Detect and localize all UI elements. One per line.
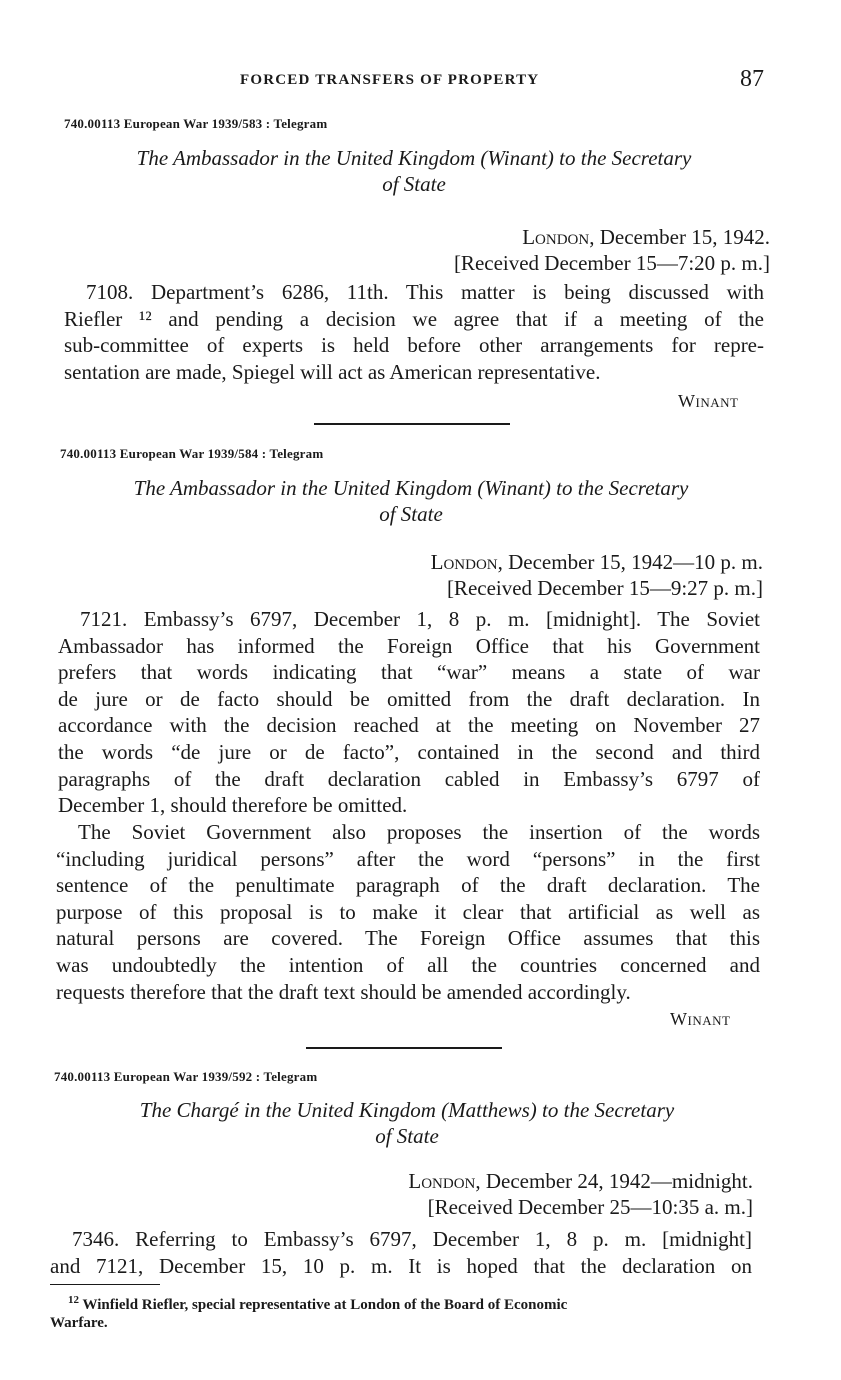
- heading-line: of State: [379, 502, 443, 526]
- signature: Winant: [670, 1009, 731, 1029]
- text-line: accordance with the decision reached at the meeting on November 27: [58, 713, 760, 738]
- dateline-date: , December 15, 1942.: [589, 225, 770, 249]
- footnote-line: [50, 1296, 760, 1314]
- text-line: purpose of this proposal is to make it clear that artificial as well as: [56, 899, 760, 924]
- footnote: [50, 1296, 760, 1332]
- text-line: prefers that words indicating that “war” means a state of war: [58, 660, 760, 685]
- text-line: paragraphs of the draft declaration cabled in Embassy’s 6797 of: [58, 766, 760, 791]
- text-line: the words “de jure or de facto”, contained in the second and third: [58, 739, 760, 764]
- text-line: “including juridical persons” after the word “persons” in the first: [56, 846, 760, 871]
- heading-line: of State: [382, 172, 446, 196]
- dateline-place: London: [408, 1169, 476, 1193]
- footnote-line: Warfare.: [50, 1315, 108, 1331]
- body-paragraph: [64, 279, 764, 385]
- text-line: Riefler ¹² and pending a decision we agree that if a meeting of the: [64, 306, 764, 331]
- text-line: sub-committee of experts is held before other arrangements for repre-: [64, 333, 764, 358]
- heading-line: The Chargé in the United Kingdom (Matthews) to the Secretary: [139, 1098, 675, 1122]
- dateline-date: , December 24, 1942—midnight.: [475, 1169, 753, 1193]
- text-line: December 1, should therefore be omitted.: [58, 793, 408, 818]
- body-paragraph: [50, 1226, 752, 1279]
- signature: Winant: [678, 391, 739, 411]
- received-line: [Received December 15—9:27 p. m.]: [446, 576, 763, 600]
- heading-line: The Ambassador in the United Kingdom (Winant) to the Secretary: [136, 146, 692, 170]
- document-heading: [54, 1097, 760, 1149]
- dateline-place: London: [430, 550, 498, 574]
- file-reference: 740.00113 European War 1939/584 : Telegram: [60, 446, 324, 461]
- text-line: and 7121, December 15, 10 p. m. It is hoped that the declaration on: [50, 1253, 752, 1278]
- file-reference: 740.00113 European War 1939/583 : Telegram: [64, 116, 328, 131]
- text-line: 7346. Referring to Embassy’s 6797, December 1, 8 p. m. [midnight]: [72, 1227, 752, 1251]
- heading-line: of State: [375, 1124, 439, 1148]
- dateline-place: London: [522, 225, 590, 249]
- dateline-place-date: [300, 224, 770, 250]
- dateline: [300, 224, 770, 276]
- footnote-marker: 12: [68, 1294, 79, 1306]
- heading-line: The Ambassador in the United Kingdom (Winant) to the Secretary: [133, 476, 689, 500]
- page-number: 87: [740, 66, 764, 92]
- text-line: sentation are made, Spiegel will act as American representative.: [64, 359, 601, 384]
- text-line: 7108. Department’s 6286, 11th. This matter is being discussed with: [86, 280, 764, 304]
- dateline-date: , December 15, 1942—10 p. m.: [497, 550, 763, 574]
- footnote-text: Winfield Riefler, special representative at London of the Board of Economic: [82, 1297, 568, 1313]
- dateline-place-date: [290, 549, 763, 575]
- running-head: FORCED TRANSFERS OF PROPERTY: [240, 72, 540, 88]
- footnote-divider: [50, 1284, 160, 1285]
- text-line: 7121. Embassy’s 6797, December 1, 8 p. m. [midnight]. The Soviet: [80, 607, 760, 631]
- document-heading: [60, 145, 768, 197]
- dateline: [290, 549, 763, 601]
- text-line: Ambassador has informed the Foreign Office that his Government: [58, 633, 760, 658]
- dateline: [280, 1168, 753, 1220]
- dateline-place-date: [280, 1168, 753, 1194]
- received-line: [Received December 25—10:35 a. m.]: [427, 1195, 753, 1219]
- text-line: sentence of the penultimate paragraph of the draft declaration. The: [56, 873, 760, 898]
- text-line: was undoubtedly the intention of all the countries concerned and: [56, 952, 760, 977]
- text-line: The Soviet Government also proposes the insertion of the words: [78, 820, 760, 844]
- body-paragraph: [58, 606, 760, 819]
- file-reference: 740.00113 European War 1939/592 : Telegram: [54, 1069, 318, 1084]
- text-line: requests therefore that the draft text should be amended accordingly.: [56, 979, 631, 1004]
- section-divider: [314, 423, 510, 425]
- body-paragraph: [56, 819, 760, 1005]
- text-line: natural persons are covered. The Foreign Office assumes that this: [56, 926, 760, 951]
- section-divider: [306, 1047, 502, 1049]
- document-heading: [58, 475, 764, 527]
- text-line: de jure or de facto should be omitted from the draft declaration. In: [58, 686, 760, 711]
- received-line: [Received December 15—7:20 p. m.]: [453, 251, 770, 275]
